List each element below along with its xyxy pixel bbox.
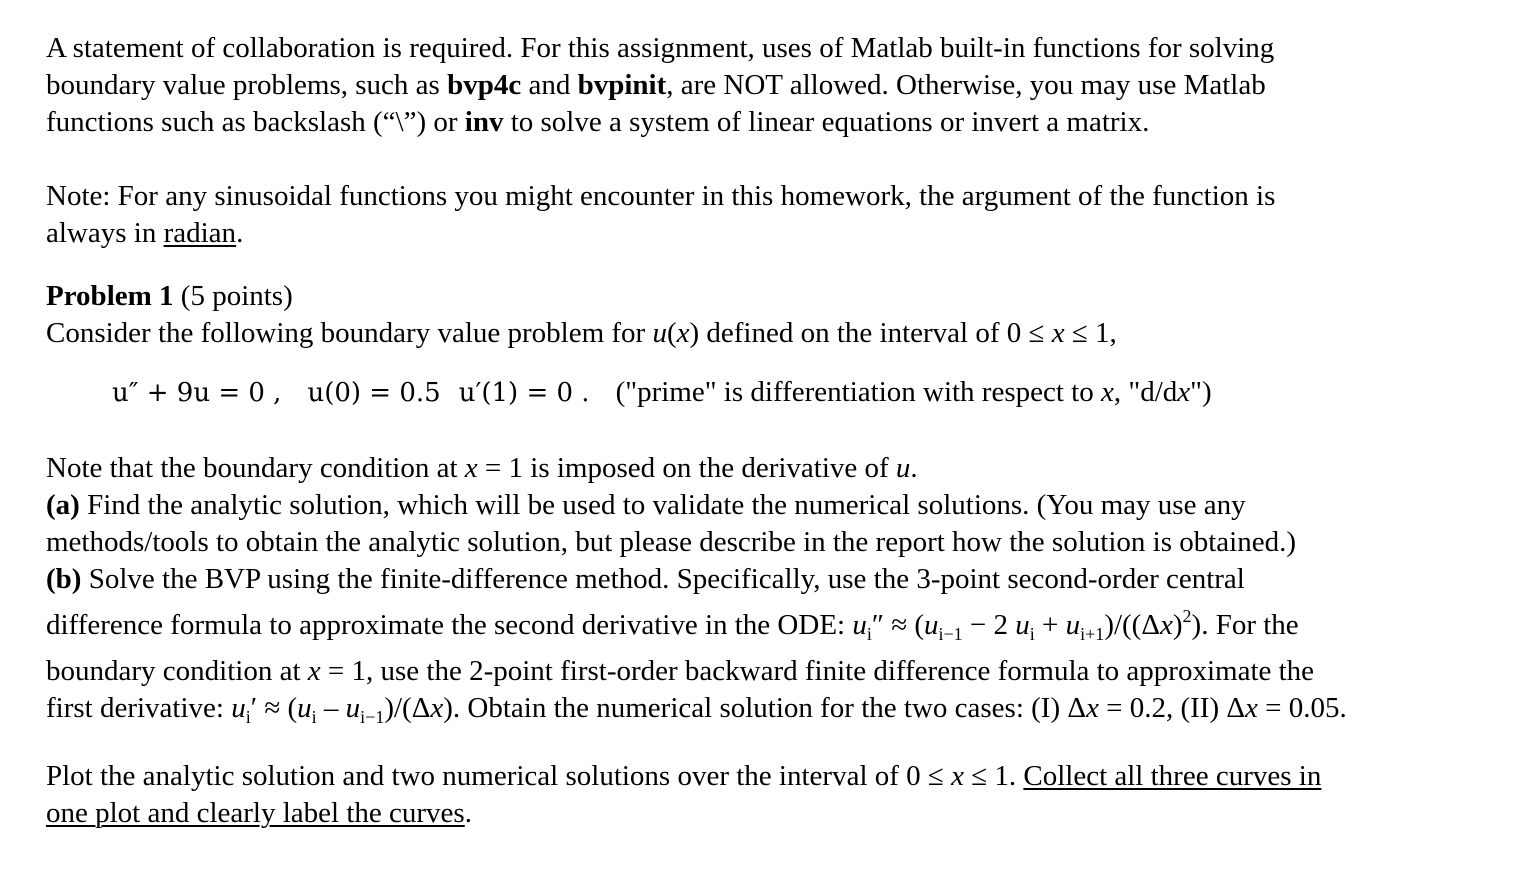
note-line-1: [46, 178, 1466, 215]
prime-comment: ("prime" is differentiation with respect to: [615, 376, 1101, 408]
var-x: x: [464, 452, 478, 484]
note-text: Note: For any sinusoidal functions you might encounter in this homework, the argument of the function is: [46, 180, 1276, 212]
var-u: u: [895, 452, 911, 484]
note-text: .: [236, 217, 244, 249]
body-text: boundary condition at: [46, 655, 308, 687]
body-text: ). For the: [1191, 609, 1299, 641]
problem-text: (: [666, 317, 677, 349]
body-text: = 0.05.: [1257, 692, 1347, 724]
var-x: x: [1086, 692, 1099, 724]
var-x: x: [1177, 376, 1191, 408]
plot-underlined-text: one plot and clearly label the curves: [46, 797, 465, 829]
note-text: always in: [46, 217, 164, 249]
body-line-3: [46, 524, 1486, 561]
body-line-4: [46, 561, 1486, 598]
note-line-2: [46, 215, 1466, 252]
prime-comment: "): [1190, 376, 1212, 408]
body-text: )/((Δ: [1104, 609, 1160, 641]
body-line-7: [46, 690, 1486, 736]
var-u: u: [652, 317, 667, 349]
problem-header-paragraph: [46, 278, 1466, 352]
body-text: )/(Δ: [384, 692, 431, 724]
body-text: = 1, use the 2-point first-order backward finite difference formula to approximate the: [320, 655, 1315, 687]
radian-underlined: radian: [163, 217, 237, 249]
body-text: +: [1034, 609, 1066, 641]
body-text: methods/tools to obtain the analytic solution, but please describe in the report how the solution is obtained.): [46, 526, 1296, 558]
bvp4c-term: bvp4c: [447, 69, 522, 101]
var-u: u: [297, 692, 312, 724]
subscript: i−1: [938, 624, 963, 644]
var-x: x: [430, 692, 444, 724]
var-u: u: [1065, 609, 1081, 641]
collaboration-paragraph: [46, 30, 1466, 141]
ode-expression: u″ + 9u = 0 ,: [112, 378, 282, 408]
body-text: = 1 is imposed on the derivative of: [477, 452, 896, 484]
intro-text: to solve a system of linear equations or invert a matrix.: [503, 106, 1150, 138]
body-line-1: [46, 450, 1486, 487]
subscript: i: [311, 707, 317, 727]
intro-text: functions such as backslash (“\”) or: [46, 106, 465, 138]
problem-text: ) defined on the interval of 0 ≤: [689, 317, 1052, 349]
intro-line-1: [46, 30, 1466, 67]
var-u: u: [231, 692, 246, 724]
intro-line-2: [46, 67, 1466, 104]
var-u: u: [852, 609, 867, 641]
plot-line-1: [46, 758, 1486, 795]
radian-note-paragraph: [46, 178, 1466, 252]
var-x: x: [951, 760, 964, 792]
var-x: x: [307, 655, 321, 687]
subscript: i: [245, 707, 251, 727]
body-text: ″ ≈ (: [871, 609, 925, 641]
intro-line-3: [46, 104, 1466, 141]
var-u: u: [1015, 609, 1030, 641]
body-text: .: [910, 452, 918, 484]
plot-instruction-paragraph: [46, 758, 1486, 832]
inv-term: inv: [464, 106, 504, 138]
plot-text: ≤ 1.: [963, 760, 1024, 792]
problem-statement-line: [46, 315, 1466, 352]
prime-comment: , "d/d: [1113, 376, 1178, 408]
var-u: u: [345, 692, 361, 724]
body-text: ): [1172, 609, 1183, 641]
part-a-label: (a): [46, 489, 80, 521]
subscript: i+1: [1080, 624, 1105, 644]
plot-line-2: [46, 795, 1486, 832]
body-text: − 2: [962, 609, 1016, 641]
body-text: first derivative:: [46, 692, 232, 724]
var-x: x: [1160, 609, 1173, 641]
part-b-label: (b): [46, 563, 82, 595]
body-text: Find the analytic solution, which will be used to validate the numerical solutions. (You may use any: [79, 489, 1246, 521]
subscript: i: [866, 624, 872, 644]
body-text: = 0.2, (II) Δ: [1098, 692, 1246, 724]
subscript: i: [1029, 624, 1035, 644]
plot-text: .: [464, 797, 472, 829]
body-line-6: [46, 653, 1486, 690]
var-x: x: [1245, 692, 1258, 724]
var-x: x: [676, 317, 690, 349]
body-text: ′ ≈ (: [250, 692, 298, 724]
subscript: i−1: [360, 707, 385, 727]
var-u: u: [924, 609, 939, 641]
intro-text: A statement of collaboration is required. For this assignment, uses of Matlab built-in functions for solving: [46, 32, 1275, 64]
problem-title-line: [46, 278, 1466, 315]
body-line-5: [46, 598, 1486, 653]
problem-text: ≤ 1,: [1064, 317, 1117, 349]
intro-text: , are NOT allowed. Otherwise, you may use Matlab: [666, 69, 1266, 101]
plot-underlined-text: Collect all three curves in: [1023, 760, 1322, 792]
body-text: difference formula to approximate the second derivative in the ODE:: [46, 609, 853, 641]
body-line-2: [46, 487, 1486, 524]
body-text: Solve the BVP using the finite-difference method. Specifically, use the 3-point second-order central: [81, 563, 1245, 595]
body-text: ). Obtain the numerical solution for the two cases: (I) Δ: [443, 692, 1087, 724]
intro-text: and: [521, 69, 578, 101]
boundary-condition-left: u(0) = 0.5: [307, 378, 441, 408]
problem-points: (5 points): [173, 280, 293, 312]
problem-text: Consider the following boundary value problem for: [46, 317, 653, 349]
bvpinit-term: bvpinit: [577, 69, 667, 101]
var-x: x: [1100, 376, 1114, 408]
superscript: 2: [1182, 606, 1192, 626]
var-x: x: [1051, 317, 1065, 349]
intro-text: boundary value problems, such as: [46, 69, 448, 101]
bvp-equation: [112, 374, 1212, 412]
problem-title: Problem 1: [46, 280, 174, 312]
body-text: Note that the boundary condition at: [46, 452, 465, 484]
body-text: –: [316, 692, 346, 724]
plot-text: Plot the analytic solution and two numerical solutions over the interval of 0 ≤: [46, 760, 952, 792]
boundary-condition-right: u′(1) = 0 .: [458, 378, 590, 408]
problem-body-paragraph: [46, 450, 1486, 736]
